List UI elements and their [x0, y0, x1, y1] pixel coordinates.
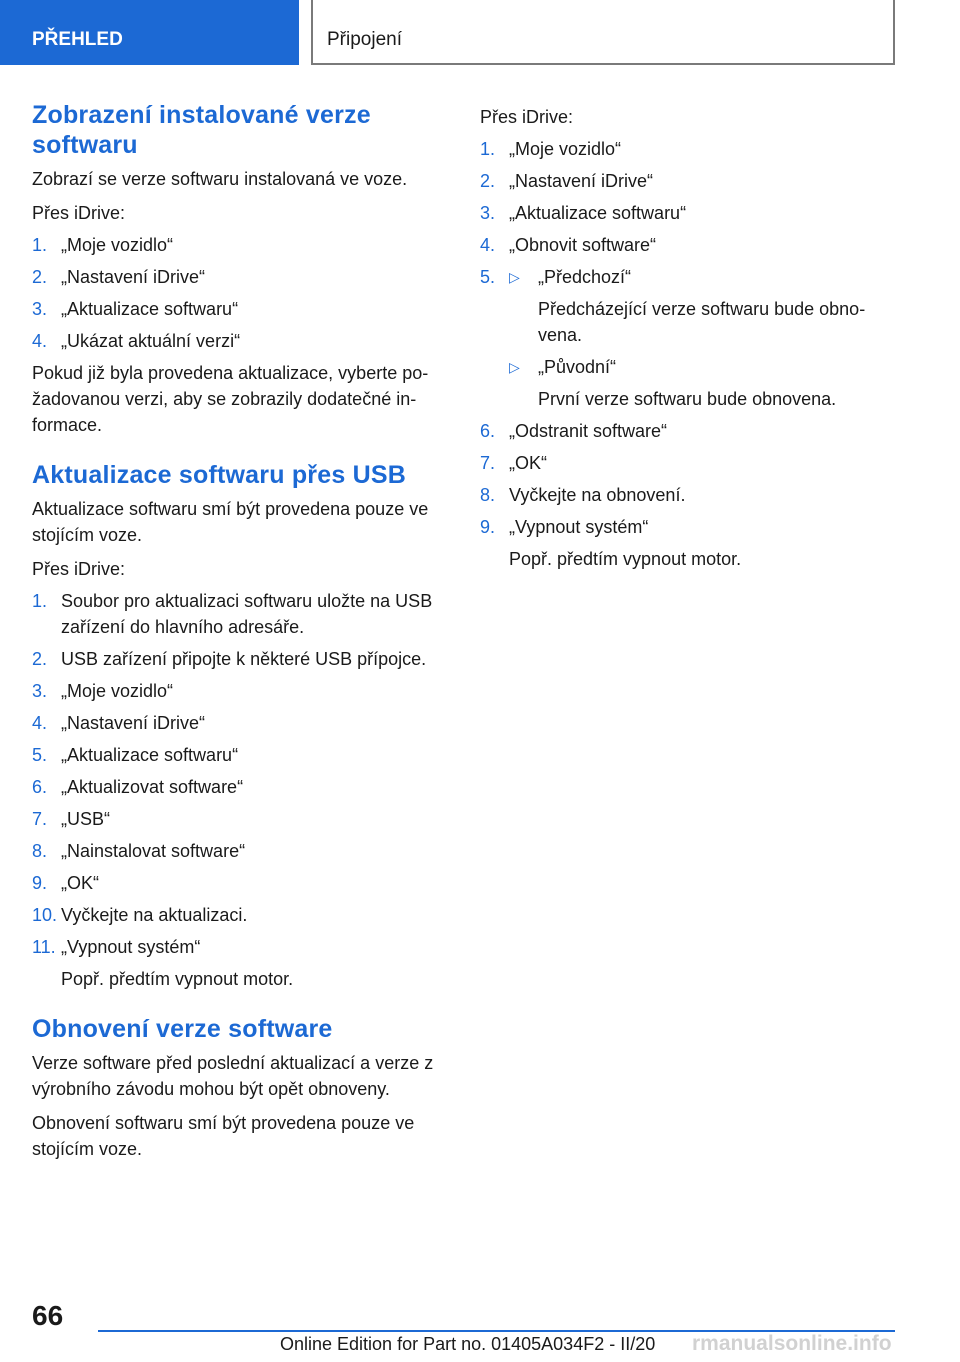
step-number: 2. [32, 649, 48, 669]
heading-restore-version: Obnovení verze software [32, 1015, 333, 1043]
options-list [509, 264, 900, 412]
step-number: 3. [32, 299, 48, 319]
intro-text: Aktualizace softwaru smí být provedena pouze ve stojícím voze. [32, 499, 429, 545]
via-idrive-label: Přes iDrive: [480, 107, 574, 127]
list-item: 4. „Ukázat aktuální verzi“ [32, 328, 452, 354]
edition-text: Online Edition for Part no. 01405A034F2 - II/20 [280, 1334, 656, 1354]
steps-list [480, 136, 900, 572]
heading-installed-version: Zobrazení instalované verze softwaru [32, 101, 371, 159]
steps-list [32, 232, 452, 354]
step-number: 8. [480, 485, 496, 505]
list-item: 4. „Nastavení iDrive“ [32, 710, 452, 736]
step-number: 1. [480, 139, 496, 159]
option-description: Předcházející verze softwaru bude obno-vena. [538, 299, 866, 345]
step-number: 4. [32, 331, 48, 351]
step-subtext: Popř. předtím vypnout motor. [509, 549, 742, 569]
steps-list [32, 588, 452, 992]
step-number: 5. [480, 267, 496, 287]
step-number: 5. [32, 745, 48, 765]
option-description: První verze softwaru bude obnovena. [538, 389, 837, 409]
list-item: 2. USB zařízení připojte k některé USB přípojce. [32, 646, 452, 672]
watermark: rmanualsonline.info [692, 1332, 892, 1355]
step-number: 4. [480, 235, 496, 255]
list-item: 1. „Moje vozidlo“ [32, 232, 452, 258]
list-item: 2. „Nastavení iDrive“ [480, 168, 900, 194]
step-number: 8. [32, 841, 48, 861]
via-idrive-label: Přes iDrive: [32, 203, 126, 223]
step-number: 3. [32, 681, 48, 701]
step-number: 7. [480, 453, 496, 473]
list-item: 8. Vyčkejte na obnovení. [480, 482, 900, 508]
list-item: 10. Vyčkejte na aktualizaci. [32, 902, 452, 928]
step-number: 9. [32, 873, 48, 893]
chapter-title: Připojení [327, 29, 402, 50]
list-item: 5. „Aktualizace softwaru“ [32, 742, 452, 768]
option-item: ▷ „Původní“ První verze softwaru bude obnovena. [509, 354, 900, 412]
list-item: 7. „OK“ [480, 450, 900, 476]
step-number: 2. [480, 171, 496, 191]
section-tab [0, 0, 299, 65]
step-number: 7. [32, 809, 48, 829]
heading-usb-update: Aktualizace softwaru přes USB [32, 461, 406, 489]
option-item: ▷ „Předchozí“ Předcházející verze softwaru bude obno-vena. [509, 264, 900, 348]
step-number: 11. [32, 937, 56, 957]
list-item: 8. „Nainstalovat software“ [32, 838, 452, 864]
list-item: 3. „Aktualizace softwaru“ [480, 200, 900, 226]
list-item: 4. „Obnovit software“ [480, 232, 900, 258]
step-number: 2. [32, 267, 48, 287]
list-item: 1. „Moje vozidlo“ [480, 136, 900, 162]
paragraph: Obnovení softwaru smí být provedena pouze ve stojícím voze. [32, 1113, 415, 1159]
step-subtext: Popř. předtím vypnout motor. [61, 969, 294, 989]
step-number: 6. [32, 777, 48, 797]
list-item: 3. „Aktualizace softwaru“ [32, 296, 452, 322]
chapter-tab [311, 0, 895, 65]
triangle-bullet-icon: ▷ [509, 359, 520, 375]
list-item: 3. „Moje vozidlo“ [32, 678, 452, 704]
note-text: Pokud již byla provedena aktualizace, vyberte po-žadovanou verzi, aby se zobrazily dodatečné in-formace. [32, 363, 429, 435]
list-item: 1. Soubor pro aktualizaci softwaru uložte na USB zařízení do hlavního adresáře. [32, 588, 452, 640]
right-column [480, 104, 900, 578]
list-item: 6. „Aktualizovat software“ [32, 774, 452, 800]
list-item [480, 264, 900, 412]
paragraph: Verze software před poslední aktualizací a verze z výrobního závodu mohou být opět obnoveny. [32, 1053, 434, 1099]
page-number: 66 [32, 1300, 64, 1331]
step-number: 10. [32, 905, 58, 925]
section-title: PŘEHLED [32, 29, 123, 50]
list-item: 2. „Nastavení iDrive“ [32, 264, 452, 290]
list-item: 11. „Vypnout systém“ Popř. předtím vypnout motor. [32, 934, 452, 992]
list-item: 9. „Vypnout systém“ Popř. předtím vypnout motor. [480, 514, 900, 572]
list-item: 7. „USB“ [32, 806, 452, 832]
step-number: 1. [32, 591, 48, 611]
step-number: 6. [480, 421, 496, 441]
via-idrive-label: Přes iDrive: [32, 559, 126, 579]
step-number: 9. [480, 517, 496, 537]
triangle-bullet-icon: ▷ [509, 269, 520, 285]
step-number: 4. [32, 713, 48, 733]
left-column [32, 100, 452, 1162]
list-item: 9. „OK“ [32, 870, 452, 896]
list-item: 6. „Odstranit software“ [480, 418, 900, 444]
step-number: 1. [32, 235, 48, 255]
step-number: 3. [480, 203, 496, 223]
intro-text: Zobrazí se verze softwaru instalovaná ve voze. [32, 169, 408, 189]
